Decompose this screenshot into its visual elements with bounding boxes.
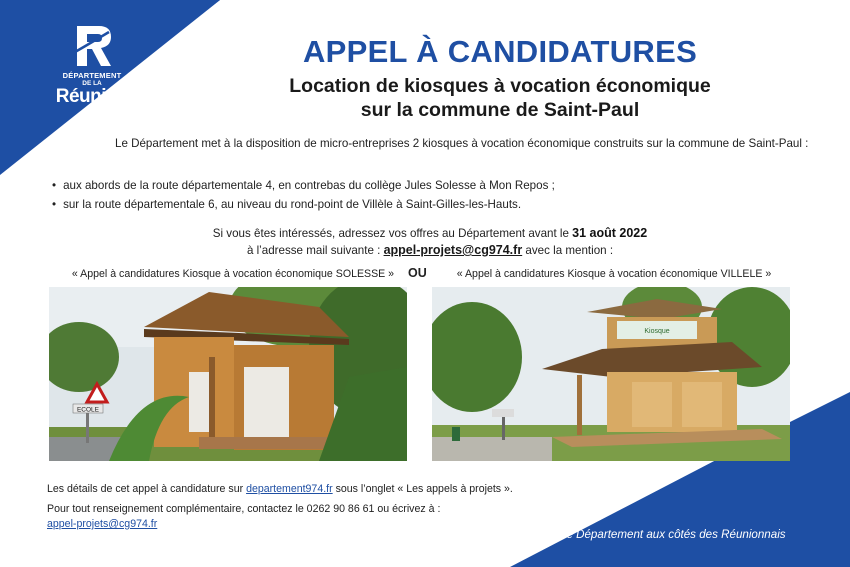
kiosk-villele-photo <box>432 287 790 461</box>
logo-text-departement: DÉPARTEMENT <box>62 71 122 80</box>
logo-text-de-la: DE LA <box>82 80 102 87</box>
page-title: APPEL À CANDIDATURES <box>302 34 698 69</box>
logo-text-reunion: Réunion <box>55 86 129 107</box>
email-prefix: à l’adresse mail suivante : <box>246 244 384 257</box>
contact-text: Pour tout renseignement complémentaire, contactez le 0262 90 86 61 ou écrivez à : <box>47 502 441 515</box>
subtitle-line-1: Location de kiosques à vocation économique <box>289 75 711 97</box>
intro-paragraph: Le Département met à la disposition de micro-entreprises 2 kiosques à vocation économique construits sur la commune de Saint-Paul : <box>115 137 809 150</box>
contact-email-link[interactable]: appel-projets@cg974.fr <box>47 518 158 530</box>
kiosk-solesse-photo <box>49 287 407 461</box>
deadline-prefix: Si vous êtes intéressés, adressez vos offres au Département avant le <box>212 227 573 240</box>
details-section <box>47 482 567 533</box>
kiosk-sign-text: Kiosque <box>644 328 670 335</box>
r-logo-icon <box>69 22 115 68</box>
mention-solesse: « Appel à candidatures Kiosque à vocation économique SOLESSE » <box>71 268 395 280</box>
email-line <box>150 242 710 259</box>
details-suffix: sous l’onglet « Les appels à projets ». <box>332 483 513 495</box>
photo-sign-text: ECOLE <box>76 406 100 414</box>
deadline-date: 31 août 2022 <box>572 226 648 240</box>
submission-email-link[interactable]: appel-projets@cg974.fr <box>383 243 523 257</box>
kiosk-location-list <box>52 176 812 214</box>
details-line-2 <box>47 502 567 533</box>
list-item: • sur la route départementale 6, au niveau du rond-point de Villèle à Saint-Gilles-les-Hauts. <box>52 195 812 214</box>
footer-tagline: Le Département aux côtés des Réunionnais <box>560 528 786 541</box>
deadline-line <box>150 225 710 242</box>
page-subtitle <box>230 74 770 122</box>
submission-instructions <box>150 225 710 259</box>
departement-website-link[interactable]: departement974.fr <box>246 483 333 495</box>
email-suffix: avec la mention : <box>522 244 614 257</box>
details-line-1 <box>47 482 567 498</box>
details-prefix: Les détails de cet appel à candidature sur <box>47 483 247 495</box>
subtitle-line-2: sur la commune de Saint-Paul <box>360 99 640 121</box>
mention-villele: « Appel à candidatures Kiosque à vocation économique VILLELE » <box>456 268 772 280</box>
list-item: • aux abords de la route départementale 4, en contrebas du collège Jules Solesse à Mon Repos ; <box>52 176 812 195</box>
departement-logo[interactable] <box>44 22 140 106</box>
or-separator: OU <box>408 266 427 280</box>
